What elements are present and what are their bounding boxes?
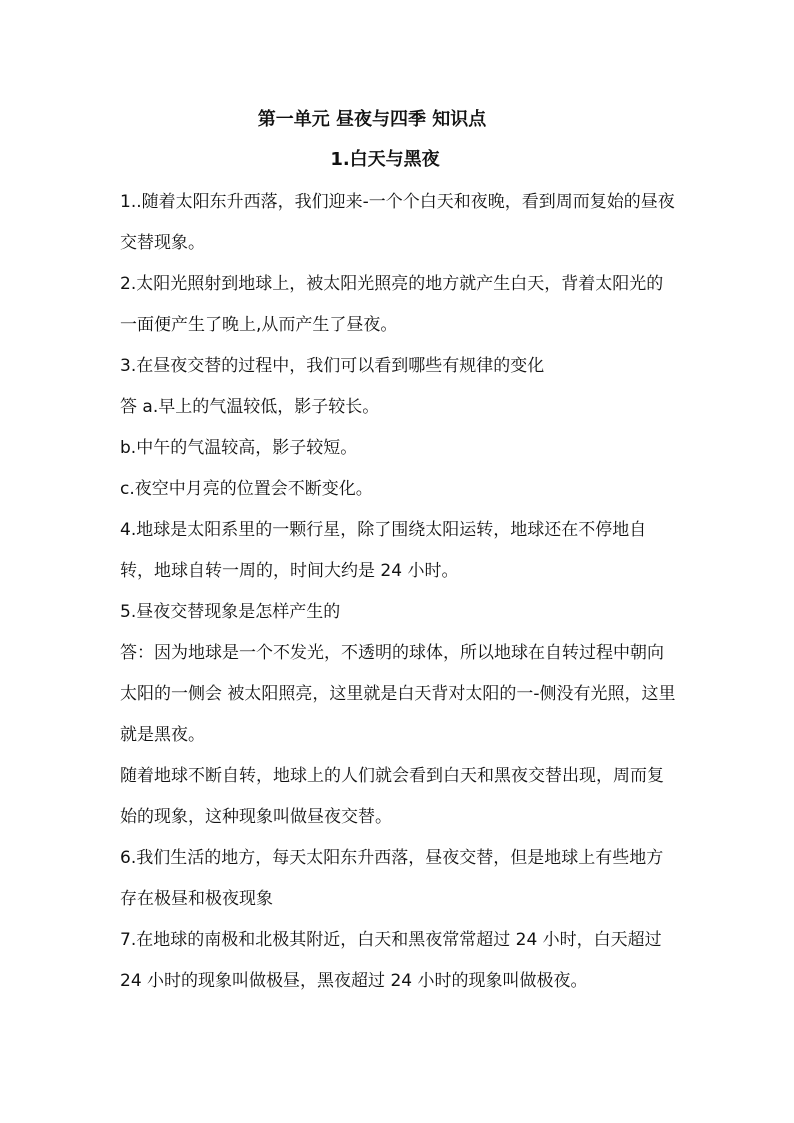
paragraph-1: 1..随着太阳东升西落，我们迎来-一个个白天和夜晚，看到周而复始的昼夜交替现象。: [120, 192, 675, 253]
answer-a: 答 a.早上的气温较低，影子较长。: [120, 397, 380, 417]
paragraph-7: 7.在地球的南极和北极其附近，白天和黑夜常常超过 24 小时，白天超过 24 小时的现象叫做极昼，黑夜超过 24 小时的现象叫做极夜。: [120, 930, 662, 991]
paragraph-6: 6.我们生活的地方，每天太阳东升西落，昼夜交替，但是地球上有些地方存在极昼和极夜现象: [120, 848, 664, 909]
paragraph-2: 2.太阳光照射到地球上，被太阳光照亮的地方就产生白天，背着太阳光的一面便产生了晚上,从而产生了昼夜。: [120, 274, 664, 335]
paragraph-5: 5.昼夜交替现象是怎样产生的: [120, 602, 341, 622]
page-title: 第一单元 昼夜与四季 知识点: [257, 109, 487, 130]
answer-b: b.中午的气温较高，影子较短。: [120, 438, 358, 458]
paragraph-3: 3.在昼夜交替的过程中，我们可以看到哪些有规律的变化: [120, 356, 545, 376]
body-text: [120, 182, 680, 1002]
paragraph-5-continued: 随着地球不断自转，地球上的人们就会看到白天和黑夜交替出现，周而复始的现象，这种现象叫做昼夜交替。: [120, 766, 664, 827]
answer-5: 答：因为地球是一个不发光，不透明的球体，所以地球在自转过程中朝向太阳的一侧会 被太阳照亮，这里就是白天背对太阳的一-侧没有光照，这里就是黑夜。: [120, 643, 676, 745]
answer-c: c.夜空中月亮的位置会不断变化。: [120, 479, 373, 499]
paragraph-4: 4.地球是太阳系里的一颗行星，除了围绕太阳运转，地球还在不停地自转，地球自转一周的，时间大约是 24 小时。: [120, 520, 647, 581]
section-heading: 1.白天与黑夜: [330, 149, 440, 170]
